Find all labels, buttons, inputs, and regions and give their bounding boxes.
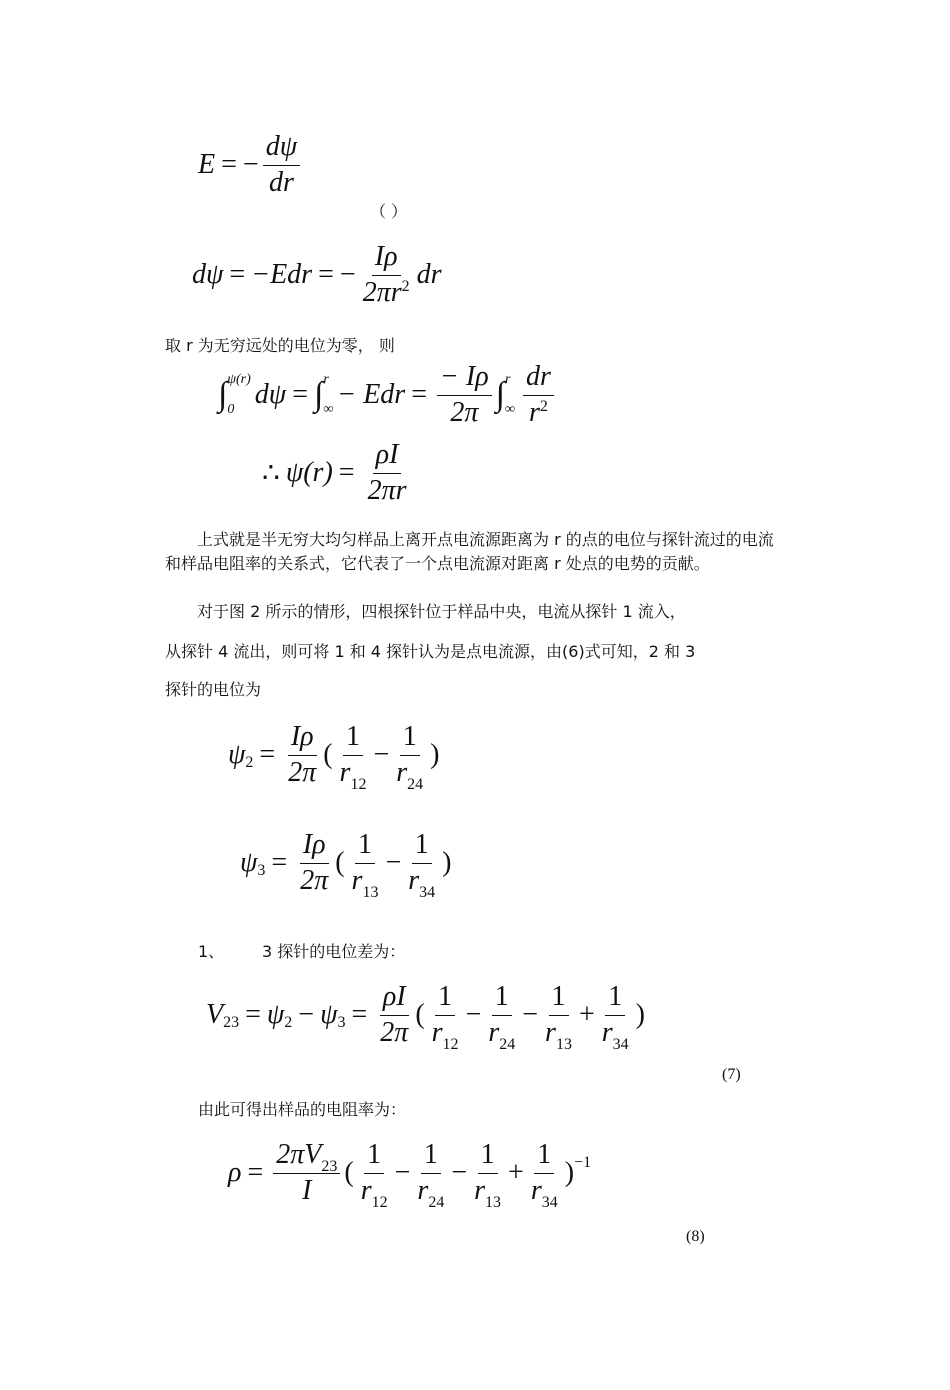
subscript: 3 [337, 1014, 346, 1032]
fraction [360, 242, 413, 309]
fraction-numerator: 1 [412, 830, 432, 864]
eq-symbol: ψ [228, 739, 246, 771]
subscript: 12 [442, 1035, 459, 1053]
fraction-numerator: 1 [492, 982, 512, 1016]
fraction-denominator [599, 1016, 632, 1053]
fraction-denominator [542, 1016, 575, 1053]
fraction [263, 132, 300, 199]
fraction [471, 1139, 504, 1211]
subscript: 13 [485, 1193, 502, 1211]
fraction [429, 981, 462, 1053]
den-base: r [545, 1016, 556, 1048]
fraction [285, 722, 319, 789]
eq-symbol: dr [416, 259, 442, 291]
subscript: 34 [541, 1193, 558, 1211]
equation-number-7: (7) [722, 1066, 741, 1083]
fraction-denominator: 2πr [367, 474, 407, 506]
fraction-denominator [429, 1016, 462, 1053]
fraction-numerator: ρI [373, 440, 402, 474]
den-base: r [339, 756, 351, 788]
fraction-denominator: dr [268, 166, 294, 198]
subscript: 13 [362, 883, 379, 901]
fraction-numerator: 1 [343, 722, 363, 756]
fraction-numerator: 1 [549, 982, 569, 1016]
fraction [414, 1139, 447, 1211]
fraction-numerator: 1 [355, 830, 375, 864]
den-base: r [530, 1174, 542, 1206]
eq-symbol: = [245, 999, 261, 1031]
subscript: 34 [612, 1035, 629, 1053]
fraction-denominator [358, 1174, 391, 1211]
eq-symbol: = [292, 379, 308, 411]
eq-symbol: − [242, 149, 259, 181]
paren-close: ) [430, 739, 440, 771]
subscript: 23 [321, 1158, 338, 1175]
subscript: 24 [407, 775, 424, 793]
fraction-numerator: dψ [263, 132, 300, 166]
paren-close: ) [564, 1157, 575, 1189]
fraction-denominator: I [302, 1174, 312, 1206]
exponent: 2 [539, 397, 548, 415]
eq-symbol: − [298, 999, 315, 1031]
eq-symbol: − [385, 847, 402, 879]
paren-open: ( [323, 739, 333, 771]
fraction-denominator: 2π [288, 756, 317, 788]
eq-symbol: dψ [192, 259, 224, 291]
eq-symbol: + [578, 999, 595, 1031]
num-base: 2πV [276, 1139, 322, 1170]
paren-close: ) [442, 847, 452, 879]
eq-symbol: V [206, 999, 224, 1031]
equation-integral [218, 362, 558, 429]
fraction-numerator: 1 [534, 1140, 554, 1174]
subscript: 23 [223, 1014, 240, 1032]
equation-label: （ ） [370, 202, 408, 221]
text-resistivity-intro: 由此可得出样品的电阻率为： [198, 1100, 407, 1119]
eq-symbol: −Edr [251, 259, 313, 291]
fraction-numerator: dr [523, 362, 554, 396]
fraction-numerator: 1 [478, 1140, 498, 1174]
eq-symbol: = [221, 149, 237, 181]
eq-symbol: E [198, 149, 216, 181]
fraction-numerator: 1 [435, 982, 455, 1016]
paren-open: ( [344, 1157, 354, 1189]
exponent: −1 [574, 1154, 592, 1172]
fraction-denominator: 2π [300, 864, 329, 896]
subscript: 24 [499, 1035, 516, 1053]
therefore-symbol: ∴ [262, 458, 280, 490]
den-base: r [417, 1174, 429, 1206]
fraction [542, 981, 575, 1053]
fraction-denominator [485, 1016, 518, 1053]
equation-resistivity [228, 1139, 592, 1211]
equation-field-gradient [198, 132, 304, 199]
fraction [599, 981, 632, 1053]
den-base: r [474, 1174, 486, 1206]
fraction-denominator [471, 1174, 504, 1211]
fraction-numerator: Iρ [372, 242, 401, 276]
eq-symbol: = [338, 457, 355, 489]
equation-psi2 [228, 721, 440, 793]
fraction-numerator: Iρ [288, 722, 317, 756]
fraction-denominator [360, 276, 413, 309]
integral-limits [323, 372, 333, 418]
eq-symbol: ψ [266, 999, 285, 1031]
fraction [297, 830, 331, 897]
fraction-denominator: 2π [450, 396, 479, 428]
den-base: r [601, 1016, 613, 1048]
eq-symbol: = [271, 847, 288, 879]
fraction-denominator: 2π [380, 1016, 409, 1048]
subscript: 34 [419, 883, 436, 901]
fraction-numerator: 1 [605, 982, 625, 1016]
eq-symbol: − [394, 1157, 411, 1189]
subscript: 2 [284, 1014, 293, 1032]
upper-limit: r [323, 372, 329, 388]
paren-open: ( [415, 999, 425, 1031]
den-base: r [488, 1016, 500, 1048]
eq-symbol: − [339, 259, 356, 291]
subscript: 2 [245, 754, 254, 772]
lower-limit: 0 [227, 402, 235, 418]
den-base: r [360, 1174, 372, 1206]
upper-limit: r [505, 372, 511, 388]
fraction [349, 829, 382, 901]
eq-symbol: − [522, 999, 539, 1031]
eq-symbol: ρ [228, 1157, 242, 1189]
den-base: r [351, 864, 363, 896]
subscript: 24 [428, 1193, 445, 1211]
fraction-denominator [393, 756, 426, 793]
eq-symbol: dψ [254, 379, 287, 411]
den-base: r [528, 396, 540, 428]
fraction-numerator: 1 [400, 722, 420, 756]
paragraph-explanation: 上式就是半无穷大均匀样品上离开点电流源距离为 r 的点的电位与探针流过的电流和样品电阻率的关系式，它代表了一个点电流源对距离 r 处点的电势的贡献。 [165, 530, 774, 573]
paragraph-probe-setup-line3: 探针的电位为 [165, 680, 262, 699]
fraction [377, 982, 411, 1049]
paragraph-probe-setup-line1: 对于图 2 所示的情形，四根探针位于样品中央，电流从探针 1 流入， [197, 602, 686, 621]
fraction [523, 362, 554, 429]
eq-symbol: − Edr [337, 379, 406, 411]
eq-symbol: − [373, 739, 390, 771]
den-base: r [396, 756, 408, 788]
fraction-denominator [414, 1174, 447, 1211]
list-item-text: 3 探针的电位差为： [262, 942, 406, 961]
equation-potential-differential [192, 242, 442, 309]
paragraph-probe-setup-line2: 从探针 4 流出，则可将 1 和 4 探针认为是点电流源，由(6)式可知，2 和 3 [165, 642, 696, 661]
eq-symbol: = [351, 999, 368, 1031]
fraction-numerator: 1 [421, 1140, 441, 1174]
paren-open: ( [335, 847, 345, 879]
fraction-numerator: ρI [380, 982, 409, 1016]
fraction [528, 1139, 561, 1211]
fraction [337, 721, 370, 793]
equation-potential-result [262, 440, 414, 507]
den-base: r [408, 864, 420, 896]
lower-limit: ∞ [323, 402, 334, 418]
fraction [437, 362, 492, 429]
list-item-number: 1、 [198, 942, 225, 961]
subscript: 3 [257, 862, 266, 880]
den-base: 2πr [362, 276, 402, 308]
equation-v23 [206, 981, 645, 1053]
fraction-denominator [528, 1174, 561, 1211]
integral-sign: ∫ [313, 376, 324, 414]
fraction-numerator: Iρ [300, 830, 329, 864]
eq-symbol: ψ(r) [285, 457, 333, 489]
fraction [485, 981, 518, 1053]
eq-symbol: = [229, 259, 246, 291]
fraction [358, 1139, 391, 1211]
eq-symbol: = [318, 259, 334, 291]
fraction-denominator [526, 396, 551, 429]
integral-sign: ∫ [495, 376, 505, 414]
fraction-numerator: 1 [364, 1140, 384, 1174]
fraction-numerator: − Iρ [437, 362, 492, 396]
den-base: r [431, 1016, 443, 1048]
fraction [365, 440, 410, 507]
eq-symbol: − [465, 999, 482, 1031]
fraction-denominator [405, 864, 438, 901]
eq-symbol: ψ [240, 847, 258, 879]
paren-close: ) [635, 999, 645, 1031]
fraction-numerator [273, 1140, 340, 1174]
fraction [405, 829, 438, 901]
equation-psi3 [240, 829, 452, 901]
upper-limit: ψ(r) [227, 372, 251, 388]
fraction [393, 721, 426, 793]
fraction-denominator [349, 864, 382, 901]
eq-symbol: = [411, 379, 427, 411]
eq-symbol: − [451, 1157, 468, 1189]
eq-symbol: = [259, 739, 276, 771]
fraction [273, 1140, 340, 1207]
subscript: 12 [350, 775, 367, 793]
eq-symbol: = [247, 1157, 264, 1189]
integral-sign: ∫ [218, 376, 228, 414]
eq-symbol: + [508, 1157, 524, 1189]
subscript: 13 [555, 1035, 572, 1053]
lower-limit: ∞ [505, 402, 515, 418]
fraction-denominator [337, 756, 370, 793]
text-line-zero-potential: 取 r 为无穷远处的电位为零， 则 [165, 336, 395, 355]
eq-symbol: ψ [320, 999, 338, 1031]
equation-number-8: (8) [686, 1228, 705, 1245]
integral-limits [505, 372, 515, 418]
integral-limits [227, 372, 250, 418]
exponent: 2 [401, 277, 410, 295]
subscript: 12 [371, 1193, 388, 1211]
